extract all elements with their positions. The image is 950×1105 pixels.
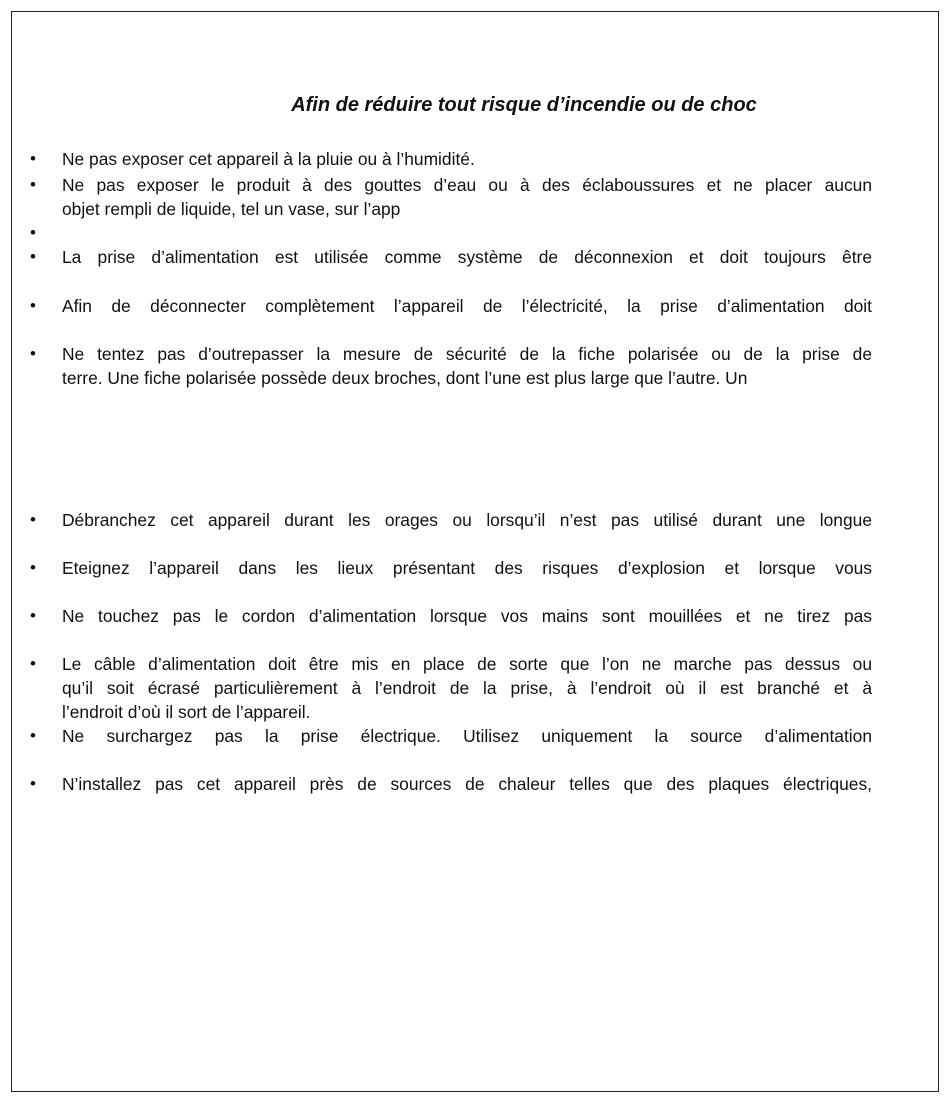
bullet-icon: •: [30, 726, 36, 745]
list-item-text: [62, 342, 872, 390]
text-line: qu’il soit écrasé particulièrement à l’endroit de la prise, à l’endroit où il est branché et à: [62, 678, 872, 698]
list-item-text: [62, 173, 872, 221]
list-item-text: [62, 221, 872, 245]
text-line: objet rempli de liquide, tel un vase, sur l’app: [62, 199, 401, 219]
text-line: Ne surchargez pas la prise électrique. Utilisez uniquement la source d’alimentation: [62, 726, 872, 746]
text-line: N’installez pas cet appareil près de sources de chaleur telles que des plaques électriques,: [62, 774, 872, 794]
bullet-icon: •: [30, 510, 36, 529]
bullet-icon: •: [30, 149, 36, 168]
bullet-icon: •: [30, 654, 36, 673]
list-item-text: [62, 508, 872, 532]
bullet-icon: •: [30, 223, 36, 242]
bullet-icon: •: [30, 606, 36, 625]
bullet-icon: •: [30, 175, 36, 194]
bullet-icon: •: [30, 296, 36, 315]
bullet-icon: •: [30, 247, 36, 266]
text-line: Ne pas exposer cet appareil à la pluie ou à l’humidité.: [62, 149, 475, 169]
text-line: Ne pas exposer le produit à des gouttes d’eau ou à des éclaboussures et ne placer aucun: [62, 175, 872, 195]
bullet-icon: •: [30, 558, 36, 577]
text-line: terre. Une fiche polarisée possède deux broches, dont l’une est plus large que l’autre. Un: [62, 368, 748, 388]
list-item-text: [62, 724, 872, 748]
list-item-text: [62, 556, 872, 580]
text-line: Afin de déconnecter complètement l’appareil de l’électricité, la prise d’alimentation doit: [62, 296, 872, 316]
list-item-text: [62, 294, 872, 318]
list-item-text: [62, 147, 872, 171]
text-line: Ne tentez pas d’outrepasser la mesure de sécurité de la fiche polarisée ou de la prise de: [62, 344, 872, 364]
list-item-text: [62, 652, 872, 724]
bullet-icon: •: [30, 774, 36, 793]
list-item-text: [62, 245, 872, 269]
bullet-icon: •: [30, 344, 36, 363]
list-item-text: [62, 604, 872, 628]
text-line: Le câble d’alimentation doit être mis en place de sorte que l’on ne marche pas dessus ou: [62, 654, 872, 674]
text-line: La prise d’alimentation est utilisée comme système de déconnexion et doit toujours être: [62, 247, 872, 267]
list-item-text: [62, 772, 872, 796]
text-line: Débranchez cet appareil durant les orages ou lorsqu’il n’est pas utilisé durant une longue: [62, 510, 872, 530]
text-line: Eteignez l’appareil dans les lieux présentant des risques d’explosion et lorsque vous: [62, 558, 872, 578]
text-line: [62, 221, 872, 245]
document-title: Afin de réduire tout risque d’incendie ou de choc: [291, 94, 757, 116]
text-line: Ne touchez pas le cordon d’alimentation lorsque vos mains sont mouillées et ne tirez pas: [62, 606, 872, 626]
text-line: l’endroit d’où il sort de l’appareil.: [62, 702, 311, 722]
